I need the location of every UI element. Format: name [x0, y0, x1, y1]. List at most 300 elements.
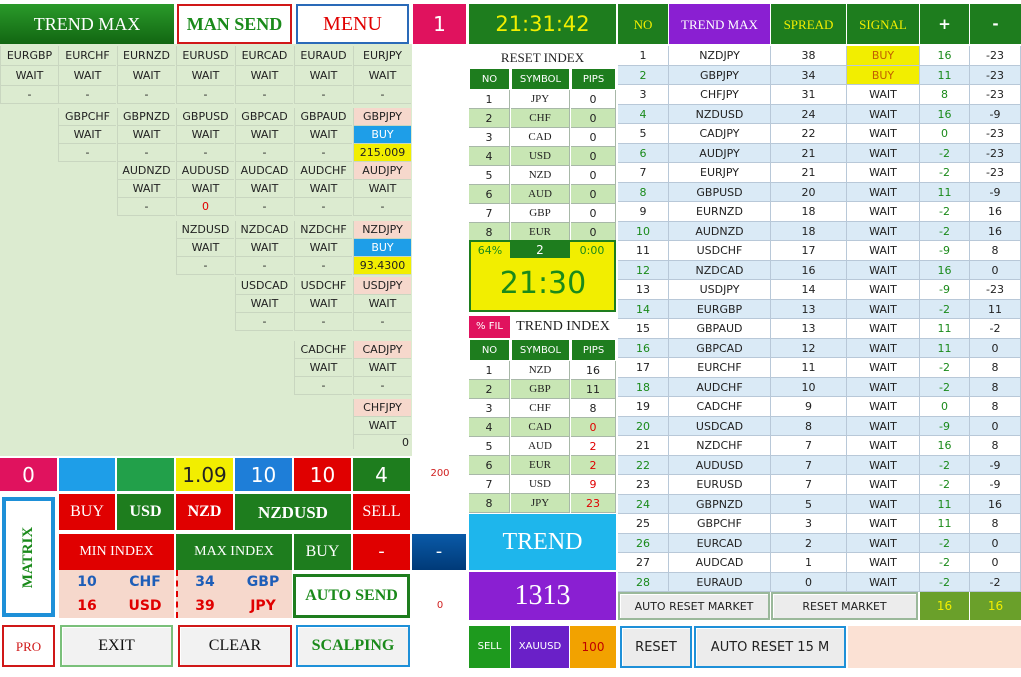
currency-quote: NZD — [176, 494, 233, 530]
matrix-symbol-row6-0[interactable]: CADCHF — [294, 341, 352, 359]
grid-signal-cell: WAIT — [847, 534, 920, 553]
matrix-symbol-row4-3[interactable]: NZDJPY — [353, 221, 411, 239]
grid-symbol-cell[interactable]: EURCAD — [669, 534, 771, 553]
grid-cell: -23 — [970, 66, 1021, 85]
grid-cell: 0 — [970, 339, 1021, 358]
grid-signal-cell: WAIT — [847, 378, 920, 397]
matrix-symbol-row3-0[interactable]: AUDNZD — [117, 162, 175, 180]
grid-symbol-cell[interactable]: USDCAD — [669, 417, 771, 436]
grid-signal-cell: WAIT — [847, 183, 920, 202]
reset-index-cell: 0 — [571, 204, 616, 223]
grid-cell: 22 — [618, 456, 669, 475]
matrix-signal-row1-6: WAIT — [353, 66, 411, 86]
stat-value-4: 4 — [353, 458, 410, 491]
grid-cell: -23 — [970, 163, 1021, 183]
grid-symbol-cell[interactable]: EURJPY — [669, 163, 771, 183]
max-index-num-2: 39 — [195, 598, 215, 614]
trend-index-cell: NZD — [511, 361, 570, 380]
grid-cell: -2 — [920, 553, 970, 573]
grid-symbol-cell[interactable]: AUDJPY — [669, 144, 771, 163]
matrix-signal-row1-4: WAIT — [235, 66, 293, 86]
matrix-value-row1-2: - — [117, 86, 175, 104]
matrix-signal-row7-0: WAIT — [353, 417, 411, 435]
grid-cell: 16 — [618, 339, 669, 358]
timer-count: 2 — [510, 242, 570, 258]
grid-cell: 0 — [970, 553, 1021, 573]
sum-minus: 16 — [970, 592, 1021, 620]
grid-cell: 6 — [618, 144, 669, 163]
matrix-symbol-row1-5[interactable]: EURAUD — [294, 46, 352, 66]
grid-cell: 27 — [618, 553, 669, 573]
grid-cell: 25 — [618, 514, 669, 534]
grid-symbol-cell[interactable]: NZDCAD — [669, 261, 771, 280]
max-index-header: MAX INDEX — [176, 534, 292, 570]
grid-signal-cell: BUY — [847, 66, 920, 85]
matrix-symbol-row4-2[interactable]: NZDCHF — [294, 221, 352, 239]
matrix-symbol-row7-0[interactable]: CHFJPY — [353, 399, 411, 417]
grid-cell: 7 — [618, 163, 669, 183]
grid-cell: -2 — [970, 573, 1021, 592]
grid-cell: 21 — [618, 436, 669, 456]
grid-cell: 7 — [771, 456, 847, 475]
grid-symbol-cell[interactable]: NZDUSD — [669, 105, 771, 124]
grid-cell: 16 — [920, 436, 970, 456]
grid-cell: 2 — [618, 66, 669, 85]
grid-cell: 26 — [618, 534, 669, 553]
grid-cell: 18 — [771, 202, 847, 222]
trend-index-cell: 16 — [571, 361, 616, 380]
menu-button[interactable]: MENU — [296, 4, 409, 44]
matrix-signal-row1-1: WAIT — [58, 66, 116, 86]
reset-index-title: RESET INDEX — [469, 46, 616, 68]
auto-send-button[interactable]: AUTO SEND — [293, 574, 410, 618]
matrix-value-row1-5: - — [294, 86, 352, 104]
reset-index-cell: 0 — [571, 90, 616, 109]
scalping-button[interactable]: SCALPING — [296, 625, 410, 667]
matrix-value-row3-1: 0 — [176, 198, 234, 216]
side-number-200: 200 — [430, 468, 450, 479]
trend-index-cell: 7 — [469, 475, 510, 494]
trend-index-cell: 23 — [571, 494, 616, 513]
grid-cell: 0 — [771, 573, 847, 592]
matrix-value-row5-1: - — [294, 313, 352, 331]
grid-cell: 5 — [771, 495, 847, 514]
grid-cell: 16 — [970, 222, 1021, 241]
reset-index-header-pips: PIPS — [571, 68, 616, 90]
page-number[interactable]: 1 — [413, 4, 466, 44]
matrix-value-row3-2: - — [235, 198, 293, 216]
grid-cell: 8 — [771, 417, 847, 436]
grid-cell: 18 — [771, 222, 847, 241]
trend-index-cell: 1 — [469, 361, 510, 380]
matrix-symbol-row2-1[interactable]: GBPNZD — [117, 108, 175, 126]
grid-symbol-cell[interactable]: AUDCAD — [669, 553, 771, 573]
grid-signal-cell: WAIT — [847, 417, 920, 436]
matrix-value-row6-1: - — [353, 377, 411, 395]
matrix-signal-row1-3: WAIT — [176, 66, 234, 86]
grid-signal-cell: WAIT — [847, 397, 920, 417]
grid-cell: 8 — [970, 241, 1021, 261]
grid-cell: 11 — [618, 241, 669, 261]
matrix-value-row4-3: 93.4300 — [353, 257, 411, 275]
trend-index-cell: EUR — [511, 456, 570, 475]
matrix-symbol-row1-1[interactable]: EURCHF — [58, 46, 116, 66]
red-dash-button[interactable]: - — [353, 534, 410, 570]
grid-symbol-cell[interactable]: GBPCAD — [669, 339, 771, 358]
trend-index-cell: 2 — [469, 380, 510, 399]
grid-symbol-cell[interactable]: GBPJPY — [669, 66, 771, 85]
grid-cell: -2 — [920, 202, 970, 222]
matrix-signal-row4-2: WAIT — [294, 239, 352, 257]
grid-cell: 0 — [970, 261, 1021, 280]
grid-cell: 0 — [920, 124, 970, 144]
exit-button[interactable]: EXIT — [60, 625, 173, 667]
grid-symbol-cell[interactable]: USDJPY — [669, 280, 771, 300]
grid-cell: -9 — [920, 241, 970, 261]
grid-cell: -23 — [970, 144, 1021, 163]
grid-cell: 0 — [970, 417, 1021, 436]
matrix-symbol-row3-2[interactable]: AUDCAD — [235, 162, 293, 180]
matrix-signal-row2-1: WAIT — [117, 126, 175, 144]
reset-index-cell: NZD — [511, 166, 570, 185]
reset-index-cell: 6 — [469, 185, 510, 204]
trend-index-cell: 0 — [571, 418, 616, 437]
matrix-value-row2-3: - — [235, 144, 293, 162]
grid-cell: 11 — [970, 300, 1021, 319]
grid-cell: 17 — [771, 241, 847, 261]
grid-cell: 16 — [920, 105, 970, 124]
matrix-symbol-row1-3[interactable]: EURUSD — [176, 46, 234, 66]
trend-index-cell: GBP — [511, 380, 570, 399]
matrix-signal-row5-1: WAIT — [294, 295, 352, 313]
stat-green-box — [117, 458, 174, 491]
trend-value: 1313 — [469, 572, 616, 620]
grid-symbol-cell[interactable]: NZDJPY — [669, 46, 771, 66]
trend-index-cell: AUD — [511, 437, 570, 456]
grid-signal-cell: WAIT — [847, 339, 920, 358]
grid-symbol-cell[interactable]: USDCHF — [669, 241, 771, 261]
matrix-symbol-row1-6[interactable]: EURJPY — [353, 46, 411, 66]
grid-cell: 8 — [920, 85, 970, 105]
grid-cell: 1 — [618, 46, 669, 66]
timer-small: 0:00 — [579, 243, 605, 257]
grid-symbol-cell[interactable]: EURAUD — [669, 573, 771, 592]
grid-signal-cell: WAIT — [847, 436, 920, 456]
auto-reset-15m-button[interactable]: AUTO RESET 15 M — [694, 626, 846, 668]
max-index-cur-1: GBP — [246, 574, 280, 590]
buy-button-secondary[interactable]: BUY — [294, 534, 351, 570]
grid-symbol-cell[interactable]: GBPUSD — [669, 183, 771, 202]
matrix-symbol-row2-4[interactable]: GBPAUD — [294, 108, 352, 126]
matrix-symbol-row1-0[interactable]: EURGBP — [0, 46, 58, 66]
grid-cell: 5 — [618, 124, 669, 144]
reset-index-cell: 0 — [571, 166, 616, 185]
reset-index-cell: 0 — [571, 109, 616, 128]
grid-symbol-cell[interactable]: AUDCHF — [669, 378, 771, 397]
grid-symbol-cell[interactable]: EURUSD — [669, 475, 771, 495]
grid-cell: -2 — [920, 163, 970, 183]
stat-blue-box — [59, 458, 115, 491]
grid-cell: -2 — [920, 534, 970, 553]
reset-index-cell: 0 — [571, 147, 616, 166]
grid-cell: 31 — [771, 85, 847, 105]
matrix-value-row4-0: - — [176, 257, 234, 275]
max-index-num-1: 34 — [195, 574, 215, 590]
grid-cell: 38 — [771, 46, 847, 66]
matrix-signal-row4-1: WAIT — [235, 239, 293, 257]
matrix-symbol-row3-1[interactable]: AUDUSD — [176, 162, 234, 180]
trend-index-cell: 3 — [469, 399, 510, 418]
reset-index-cell: JPY — [511, 90, 570, 109]
matrix-symbol-row2-3[interactable]: GBPCAD — [235, 108, 293, 126]
grid-signal-cell: WAIT — [847, 105, 920, 124]
matrix-symbol-row2-2[interactable]: GBPUSD — [176, 108, 234, 126]
matrix-value-row2-2: - — [176, 144, 234, 162]
reset-button[interactable]: RESET — [620, 626, 692, 668]
matrix-side-button[interactable] — [2, 497, 55, 617]
grid-header-trend-max: TREND MAX — [669, 4, 770, 44]
matrix-signal-row3-3: WAIT — [294, 180, 352, 198]
grid-cell: 34 — [771, 66, 847, 85]
grid-signal-cell: WAIT — [847, 300, 920, 319]
trend-index-cell: 6 — [469, 456, 510, 475]
matrix-value-row3-4: - — [353, 198, 411, 216]
grid-cell: 8 — [618, 183, 669, 202]
clock: 21:31:42 — [469, 4, 616, 44]
reset-index-header-symbol: SYMBOL — [511, 68, 570, 90]
reset-index-cell: 1 — [469, 90, 510, 109]
reset-index-cell: CHF — [511, 109, 570, 128]
grid-cell: 1 — [771, 553, 847, 573]
grid-cell: -23 — [970, 85, 1021, 105]
matrix-symbol-row1-2[interactable]: EURNZD — [117, 46, 175, 66]
grid-cell: 10 — [618, 222, 669, 241]
reset-index-cell: 5 — [469, 166, 510, 185]
grid-cell: 8 — [970, 514, 1021, 534]
matrix-value-row5-0: - — [235, 313, 293, 331]
trend-index-cell: 8 — [469, 494, 510, 513]
reset-index-cell: 7 — [469, 204, 510, 223]
reset-index-cell: 0 — [571, 223, 616, 242]
min-index-cur-1: CHF — [129, 574, 161, 590]
grid-cell: -9 — [920, 417, 970, 436]
grid-signal-cell: WAIT — [847, 456, 920, 475]
grid-symbol-cell[interactable]: NZDCHF — [669, 436, 771, 456]
grid-header-minus: - — [970, 4, 1021, 44]
matrix-signal-row5-0: WAIT — [235, 295, 293, 313]
trend-index-title: TREND INDEX — [510, 316, 616, 338]
grid-cell: -9 — [970, 105, 1021, 124]
timer-big: 21:30 — [499, 266, 587, 301]
grid-cell: 14 — [771, 280, 847, 300]
grid-header-signal: SIGNAL — [847, 4, 919, 44]
grid-cell: 9 — [771, 397, 847, 417]
grid-cell: 13 — [618, 280, 669, 300]
matrix-signal-row4-0: WAIT — [176, 239, 234, 257]
matrix-signal-row6-0: WAIT — [294, 359, 352, 377]
grid-signal-cell: WAIT — [847, 144, 920, 163]
grid-cell: 10 — [771, 378, 847, 397]
grid-cell: -2 — [920, 573, 970, 592]
grid-symbol-cell[interactable]: GBPAUD — [669, 319, 771, 339]
grid-cell: 20 — [618, 417, 669, 436]
matrix-value-row1-0: - — [0, 86, 58, 104]
grid-symbol-cell[interactable]: EURNZD — [669, 202, 771, 222]
grid-symbol-cell[interactable]: GBPNZD — [669, 495, 771, 514]
matrix-signal-row3-2: WAIT — [235, 180, 293, 198]
matrix-symbol-row5-1[interactable]: USDCHF — [294, 277, 352, 295]
grid-cell: 7 — [771, 436, 847, 456]
currency-base: USD — [117, 494, 174, 530]
matrix-symbol-row4-0[interactable]: NZDUSD — [176, 221, 234, 239]
grid-cell: -9 — [970, 456, 1021, 475]
matrix-symbol-row3-4[interactable]: AUDJPY — [353, 162, 411, 180]
grid-cell: 16 — [920, 261, 970, 280]
trend-index-cell: 8 — [571, 399, 616, 418]
stat-zero: 0 — [0, 458, 57, 491]
grid-symbol-cell[interactable]: CADJPY — [669, 124, 771, 144]
matrix-symbol-row6-1[interactable]: CADJPY — [353, 341, 411, 359]
grid-cell: 24 — [771, 105, 847, 124]
trend-index-cell: 2 — [571, 437, 616, 456]
grid-symbol-cell[interactable]: CADCHF — [669, 397, 771, 417]
grid-cell: 16 — [771, 261, 847, 280]
grid-header-no: NO — [618, 4, 668, 44]
matrix-signal-row6-1: WAIT — [353, 359, 411, 377]
reset-market-button[interactable]: RESET MARKET — [771, 592, 918, 620]
matrix-value-row1-6: - — [353, 86, 411, 104]
matrix-signal-row2-3: WAIT — [235, 126, 293, 144]
trend-index-cell: 11 — [571, 380, 616, 399]
grid-signal-cell: WAIT — [847, 573, 920, 592]
grid-signal-cell: WAIT — [847, 553, 920, 573]
grid-signal-cell: WAIT — [847, 319, 920, 339]
grid-cell: -23 — [970, 124, 1021, 144]
matrix-signal-row4-3: BUY — [353, 239, 411, 257]
matrix-symbol-row3-3[interactable]: AUDCHF — [294, 162, 352, 180]
reset-index-cell: 0 — [571, 128, 616, 147]
grid-symbol-cell[interactable]: AUDUSD — [669, 456, 771, 475]
grid-cell: -9 — [970, 183, 1021, 202]
min-index-num-1: 10 — [77, 574, 97, 590]
lot-size[interactable]: 100 — [570, 626, 616, 668]
grid-cell: 15 — [618, 319, 669, 339]
grid-cell: 11 — [920, 319, 970, 339]
grid-cell: -2 — [920, 222, 970, 241]
trend-index-cell: 4 — [469, 418, 510, 437]
buy-button[interactable]: BUY — [59, 494, 115, 530]
grid-cell: 21 — [771, 144, 847, 163]
matrix-signal-row2-4: WAIT — [294, 126, 352, 144]
grid-header-plus: + — [920, 4, 969, 44]
reset-index-header-no: NO — [469, 68, 510, 90]
grid-cell: 16 — [970, 202, 1021, 222]
grid-signal-cell: WAIT — [847, 495, 920, 514]
grid-cell: -2 — [920, 475, 970, 495]
clear-button[interactable]: CLEAR — [178, 625, 292, 667]
stat-value-3: 10 — [294, 458, 351, 491]
grid-cell: 19 — [618, 397, 669, 417]
grid-symbol-cell[interactable]: AUDNZD — [669, 222, 771, 241]
selected-pair: NZDUSD — [235, 494, 351, 530]
grid-symbol-cell[interactable]: EURGBP — [669, 300, 771, 319]
trend-index-header-symbol: SYMBOL — [511, 339, 570, 361]
grid-cell: 23 — [618, 475, 669, 495]
reset-index-cell: 8 — [469, 223, 510, 242]
matrix-value-row5-2: - — [353, 313, 411, 331]
pro-button[interactable]: PRO — [2, 625, 55, 667]
matrix-symbol-row4-1[interactable]: NZDCAD — [235, 221, 293, 239]
grid-cell: 12 — [771, 339, 847, 358]
matrix-symbol-row1-4[interactable]: EURCAD — [235, 46, 293, 66]
grid-symbol-cell[interactable]: CHFJPY — [669, 85, 771, 105]
matrix-symbol-row2-5[interactable]: GBPJPY — [353, 108, 411, 126]
matrix-symbol-row5-0[interactable]: USDCAD — [235, 277, 293, 295]
grid-signal-cell: WAIT — [847, 85, 920, 105]
trend-index-cell: 9 — [571, 475, 616, 494]
grid-cell: 13 — [771, 300, 847, 319]
grid-cell: 12 — [618, 261, 669, 280]
symbol-xauusd[interactable]: XAUUSD — [511, 626, 569, 668]
matrix-symbol-row5-2[interactable]: USDJPY — [353, 277, 411, 295]
grid-signal-cell: WAIT — [847, 163, 920, 183]
sum-plus: 16 — [920, 592, 969, 620]
grid-cell: 9 — [618, 202, 669, 222]
matrix-value-row2-0: - — [58, 144, 116, 162]
trend-index-cell: CHF — [511, 399, 570, 418]
grid-cell: 17 — [618, 358, 669, 378]
grid-cell: 11 — [920, 495, 970, 514]
grid-cell: 4 — [618, 105, 669, 124]
matrix-value-row2-1: - — [117, 144, 175, 162]
trend-index-header-no: NO — [469, 339, 510, 361]
reset-index-cell: GBP — [511, 204, 570, 223]
grid-cell: 0 — [970, 534, 1021, 553]
matrix-signal-row2-2: WAIT — [176, 126, 234, 144]
grid-cell: 11 — [920, 183, 970, 202]
sell-button[interactable]: SELL — [353, 494, 410, 530]
sell-quick-button[interactable]: SELL — [469, 626, 510, 668]
trend-index-cell: CAD — [511, 418, 570, 437]
grid-signal-cell: WAIT — [847, 475, 920, 495]
matrix-value-row1-3: - — [176, 86, 234, 104]
grid-cell: 22 — [771, 124, 847, 144]
grid-symbol-cell[interactable]: GBPCHF — [669, 514, 771, 534]
trend-max-banner: TREND MAX — [0, 4, 174, 44]
grid-cell: 24 — [618, 495, 669, 514]
auto-reset-market-button[interactable]: AUTO RESET MARKET — [618, 592, 770, 620]
grid-cell: 18 — [618, 378, 669, 397]
grid-cell: 16 — [970, 495, 1021, 514]
grid-symbol-cell[interactable]: EURCHF — [669, 358, 771, 378]
man-send-button[interactable]: MAN SEND — [177, 4, 292, 44]
matrix-value-row3-3: - — [294, 198, 352, 216]
grid-cell: 0 — [920, 397, 970, 417]
grid-cell: 11 — [920, 514, 970, 534]
grid-cell: 13 — [771, 319, 847, 339]
matrix-value-row2-4: - — [294, 144, 352, 162]
matrix-symbol-row2-0[interactable]: GBPCHF — [58, 108, 116, 126]
grid-signal-cell: BUY — [847, 46, 920, 66]
min-index-num-2: 16 — [77, 598, 97, 614]
grid-cell: 8 — [970, 378, 1021, 397]
blue-dash-button[interactable]: - — [412, 534, 466, 570]
grid-header-spread: SPREAD — [771, 4, 846, 44]
grid-cell: 8 — [970, 358, 1021, 378]
grid-signal-cell: WAIT — [847, 222, 920, 241]
grid-cell: -2 — [920, 358, 970, 378]
grid-signal-cell: WAIT — [847, 241, 920, 261]
